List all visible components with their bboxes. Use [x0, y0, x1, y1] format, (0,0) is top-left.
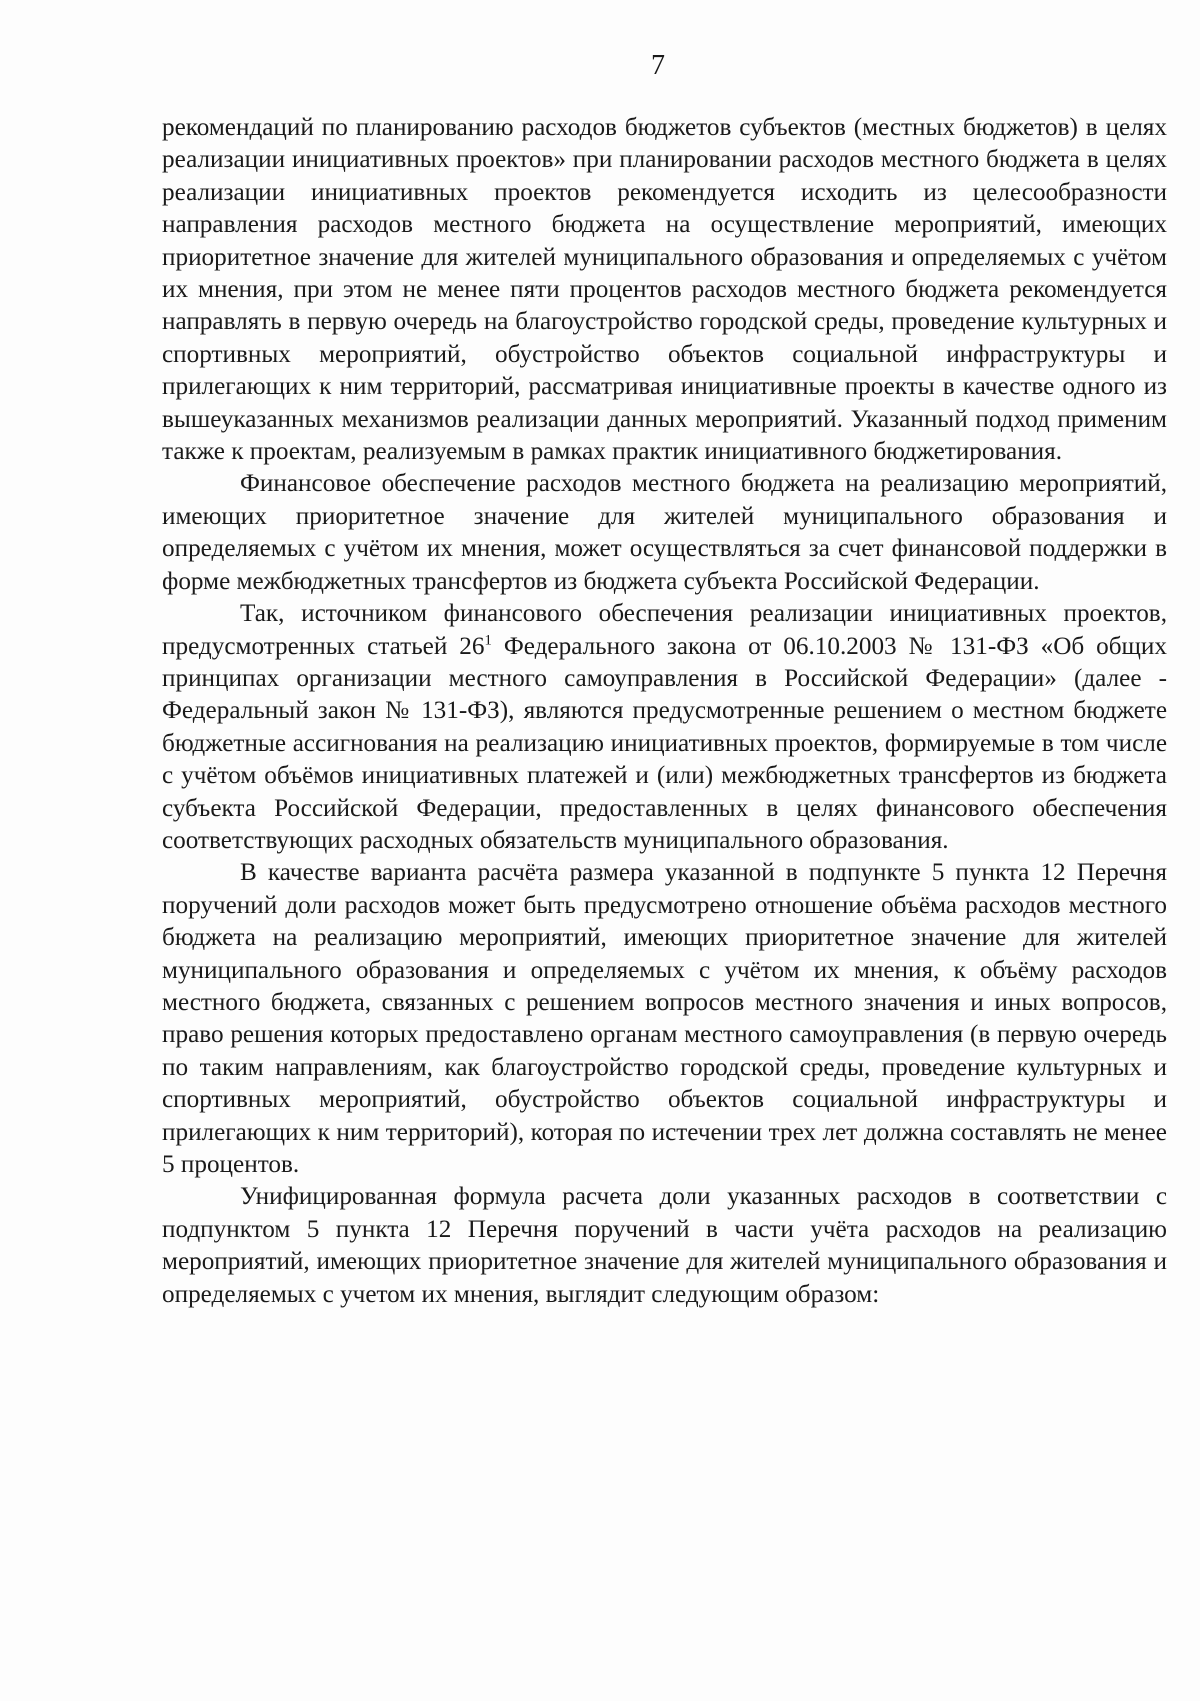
document-body [162, 112, 1167, 1311]
paragraph-financial-support: Финансовое обеспечение расходов местного бюджета на реализацию мероприятий, имеющих приоритетное значение для жителей муниципального образования и определяемых с учётом их мнения, может осуществляться за счет финансовой поддержки в форме межбюджетных трансфертов из бюджета субъекта Российской Федерации. [162, 470, 1167, 595]
paragraph-funding-source [162, 598, 1167, 857]
paragraph-text-part: Федерального закона от 06.10.2003 № 131-ФЗ «Об общих принципах организации местного самоуправления в Российской Федерации» (далее - Федеральный закон № 131-ФЗ), являются предусмотренные решением о местном бюджете бюджетные ассигнования на реализацию инициативных проектов, формируемые в том числе с учётом объёмов инициативных платежей и (или) межбюджетных трансфертов из бюджета субъекта Российской Федерации, предоставленных в целях финансового обеспечения соответствующих расходных обязательств муниципального образования. [162, 632, 1167, 854]
paragraph-unified-formula: Унифицированная формула расчета доли указанных расходов в соответствии с подпунктом 5 пункта 12 Перечня поручений в части учёта расходов на реализацию мероприятий, имеющих приоритетное значение для жителей муниципального образования и определяемых с учетом их мнения, выглядит следующим образом: [162, 1183, 1167, 1308]
article-superscript: 1 [484, 632, 492, 649]
paragraph-text-part: Так, источником финансового обеспечения реализации инициативных проектов, предусмотренных статьей 26 [162, 600, 1167, 660]
page-number: 7 [651, 50, 665, 81]
paragraph-calculation-option: В качестве варианта расчёта размера указанной в подпункте 5 пункта 12 Перечня поручений доли расходов может быть предусмотрено отношение объёма расходов местного бюджета на реализацию мероприятий, имеющих приоритетное значение для жителей муниципального образования и определяемых с учётом их мнения, к объёму расходов местного бюджета, связанных с решением вопросов местного значения и иных вопросов, право решения которых предоставлено органам местного самоуправления (в первую очередь по таким направлениям, как благоустройство городской среды, проведение культурных и спортивных мероприятий, обустройство объектов социальной инфраструктуры и прилегающих к ним территорий), которая по истечении трех лет должна составлять не менее 5 процентов. [162, 859, 1167, 1178]
paragraph-continuation: рекомендаций по планированию расходов бюджетов субъектов (местных бюджетов) в целях реализации инициативных проектов» при планировании расходов местного бюджета в целях реализации инициативных проектов рекомендуется исходить из целесообразности направления расходов местного бюджета на осуществление мероприятий, имеющих приоритетное значение для жителей муниципального образования и определяемых с учётом их мнения, при этом не менее пяти процентов расходов местного бюджета рекомендуется направлять в первую очередь на благоустройство городской среды, проведение культурных и спортивных мероприятий, обустройство объектов социальной инфраструктуры и прилегающих к ним территорий, рассматривая инициативные проекты в качестве одного из вышеуказанных механизмов реализации данных мероприятий. Указанный подход применим также к проектам, реализуемым в рамках практик инициативного бюджетирования. [162, 114, 1167, 466]
